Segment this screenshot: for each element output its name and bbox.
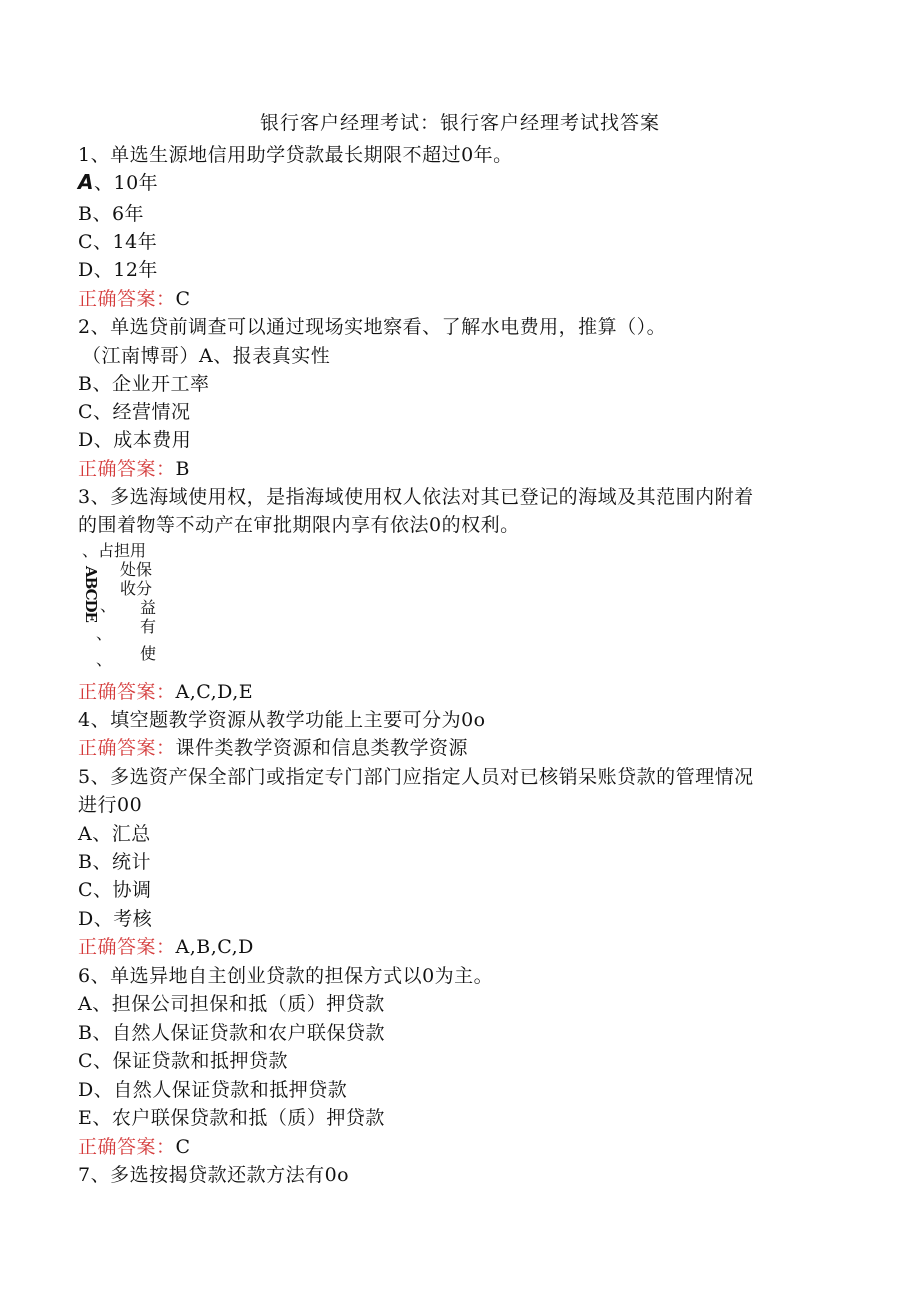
answer-value: C [175, 1136, 191, 1158]
question-1-stem: 1、单选生源地信用助学贷款最长期限不超过0年。 [78, 144, 513, 166]
garbled-row-1: 、占担用 [82, 541, 147, 560]
question-2-option-c: C、经营情况 [78, 401, 191, 423]
question-3-stem-line-1: 3、多选海域使用权，是指海域使用权人依法对其已登记的海域及其范围内附着 [78, 486, 754, 508]
garbled-comma-3: 、 [96, 650, 113, 669]
question-5-option-c: C、协调 [78, 879, 152, 901]
question-3-stem-line-2: 的围着物等不动产在审批期限内享有依法0的权利。 [78, 514, 520, 536]
question-5-answer [78, 932, 254, 959]
question-1-option-b: B、6年 [78, 203, 145, 225]
question-6-option-a: A、担保公司担保和抵（质）押贷款 [78, 993, 385, 1015]
question-1-option-d: D、12年 [78, 259, 158, 281]
question-6-option-b: B、自然人保证贷款和农户联保贷款 [78, 1022, 385, 1044]
answer-label: 正确答案： [78, 458, 176, 480]
garbled-row-5: 有 [140, 617, 157, 636]
question-4-answer [78, 733, 468, 760]
option-a-letter: A [78, 170, 94, 194]
question-5-stem-line-2: 进行00 [78, 794, 143, 816]
question-6-option-d: D、自然人保证贷款和抵押贷款 [78, 1079, 348, 1101]
garbled-option-letters: ABCDE [82, 566, 100, 622]
question-6-option-e: E、农户联保贷款和抵（质）押贷款 [78, 1107, 385, 1129]
garbled-comma-1: 、 [100, 596, 117, 615]
answer-value: A,B,C,D [175, 936, 254, 958]
garbled-row-4: 益 [140, 598, 157, 617]
question-1-option-c: C、14年 [78, 231, 158, 253]
question-2-option-a: （江南博哥）A、报表真实性 [82, 345, 331, 367]
garbled-comma-2: 、 [96, 624, 113, 643]
question-6-option-c: C、保证贷款和抵押贷款 [78, 1050, 289, 1072]
question-1-answer [78, 284, 191, 311]
garbled-row-2: 处保 [120, 560, 153, 579]
question-6-answer [78, 1132, 191, 1159]
answer-value: B [175, 458, 190, 480]
answer-value: 课件类教学资源和信息类教学资源 [175, 737, 469, 759]
question-2-option-b: B、企业开工率 [78, 373, 210, 395]
garbled-row-3: 收分 [120, 579, 153, 598]
question-1-option-a [78, 168, 158, 195]
answer-value: A,C,D,E [175, 681, 254, 703]
question-3-answer [78, 677, 253, 704]
answer-value: C [175, 288, 191, 310]
page-title: 银行客户经理考试：银行客户经理考试找答案 [259, 112, 660, 134]
question-7-stem: 7、多选按揭贷款还款方法有0o [78, 1164, 350, 1186]
question-5-option-a: A、汇总 [78, 823, 151, 845]
question-5-option-b: B、统计 [78, 851, 151, 873]
option-a-text: 、10年 [93, 172, 159, 194]
question-2-answer [78, 454, 190, 481]
answer-label: 正确答案： [78, 681, 176, 703]
question-5-option-d: D、考核 [78, 908, 153, 930]
question-5-stem-line-1: 5、多选资产保全部门或指定专门部门应指定人员对已核销呆账贷款的管理情况 [78, 766, 754, 788]
question-6-stem: 6、单选异地自主创业贷款的担保方式以0为主。 [78, 965, 494, 987]
answer-label: 正确答案： [78, 288, 176, 310]
answer-label: 正确答案： [78, 737, 176, 759]
answer-label: 正确答案： [78, 1136, 176, 1158]
question-2-option-d: D、成本费用 [78, 429, 192, 451]
garbled-row-6: 使 [140, 644, 157, 663]
question-2-stem: 2、单选贷前调查可以通过现场实地察看、了解水电费用，推算（）。 [78, 316, 667, 338]
question-4-stem: 4、填空题教学资源从教学功能上主要可分为0o [78, 709, 486, 731]
answer-label: 正确答案： [78, 936, 176, 958]
